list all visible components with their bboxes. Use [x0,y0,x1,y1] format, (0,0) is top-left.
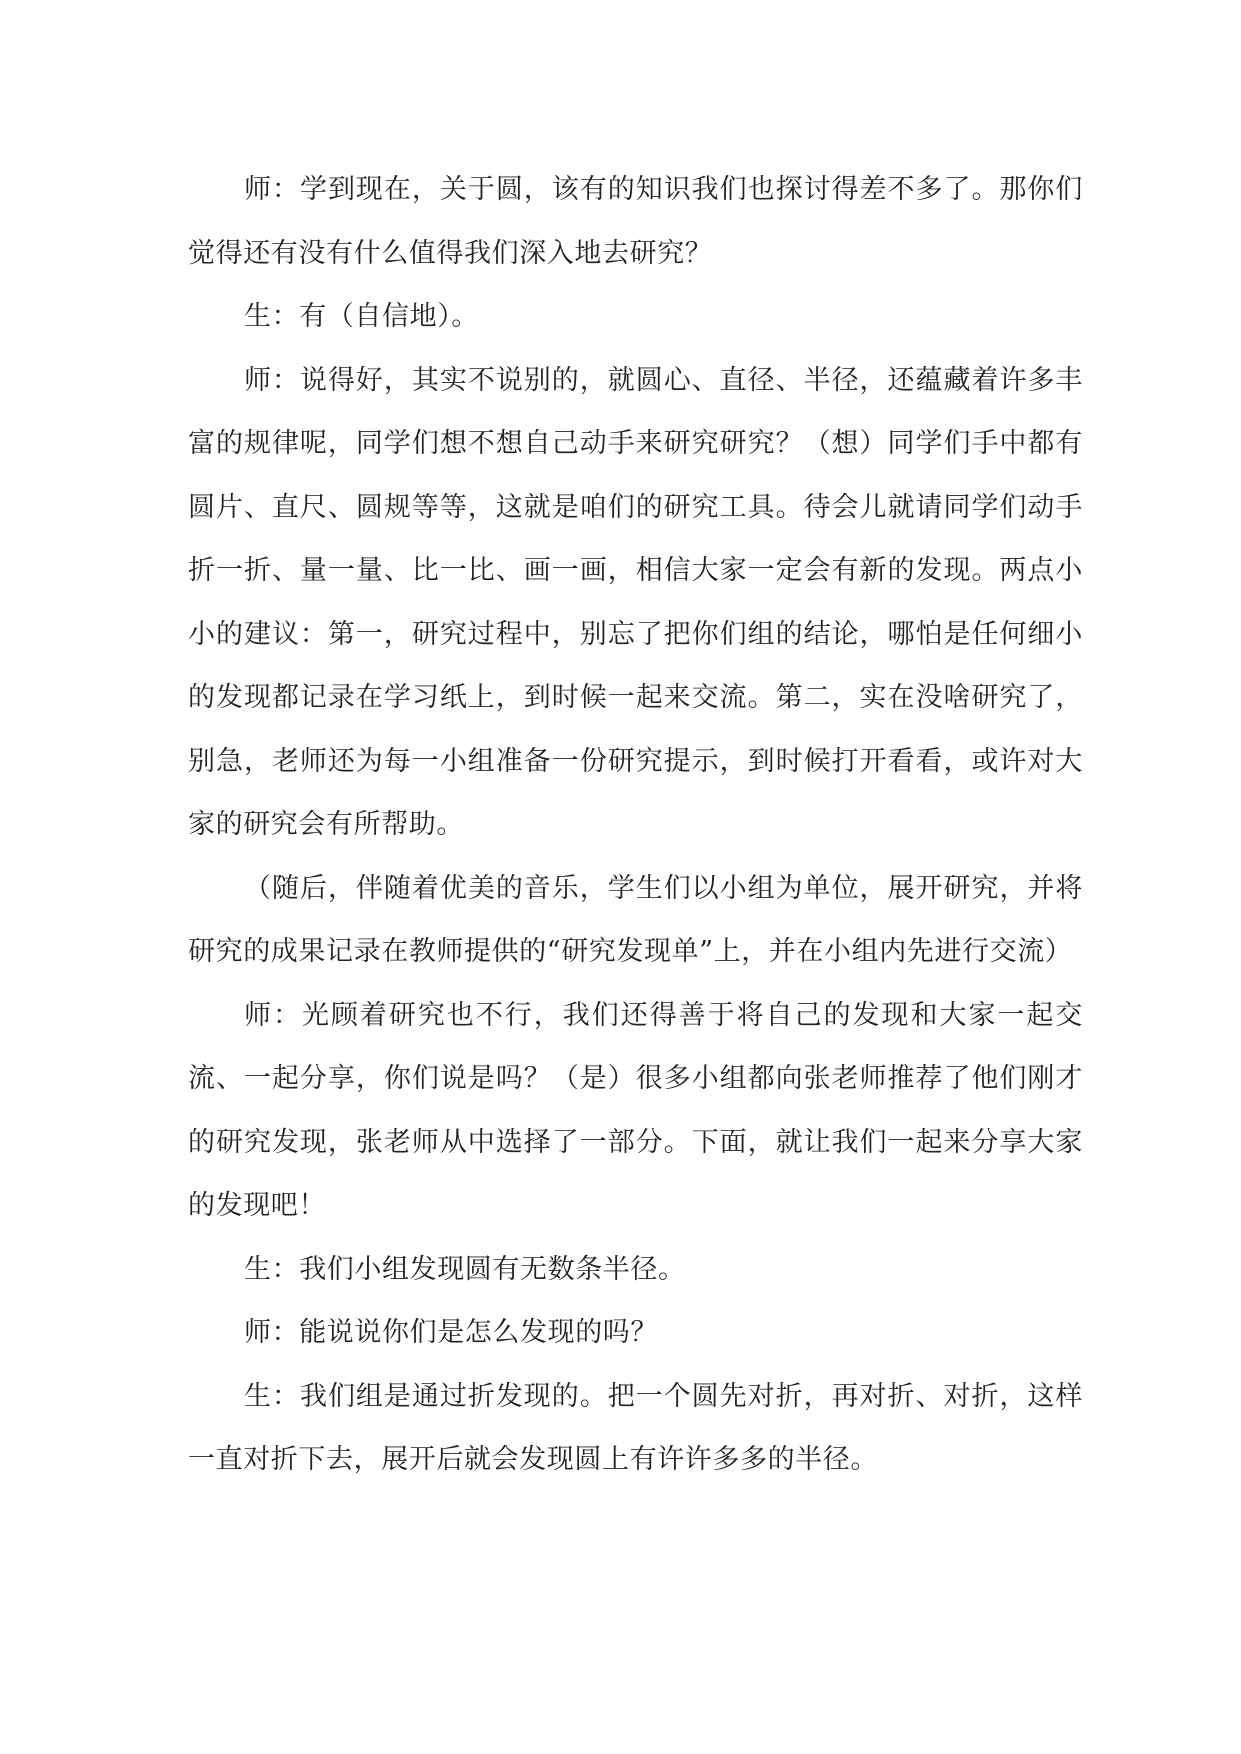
paragraph-activity-note: （随后，伴随着优美的音乐，学生们以小组为单位，展开研究，并将研究的成果记录在教师提供的“研究发现单”上，并在小组内先进行交流） [188,872,1083,967]
paragraph-student-answer: 生：有（自信地）。 [244,301,479,332]
document-body [188,158,1083,1492]
paragraph-teacher-sharing: 师：光顾着研究也不行，我们还得善于将自己的发现和大家一起交流、一起分享，你们说是吗？（是）很多小组都向张老师推荐了他们刚才的研究发现，张老师从中选择了一部分。下面，就让我们一起来分享大家的发现吧！ [188,999,1083,1221]
paragraph-student-explanation: 生：我们组是通过折发现的。把一个圆先对折，再对折、对折，这样一直对折下去，展开后就会发现圆上有许许多多的半径。 [188,1380,1083,1475]
paragraph-teacher-intro: 师：学到现在，关于圆，该有的知识我们也探讨得差不多了。那你们觉得还有没有什么值得我们深入地去研究？ [188,174,1083,269]
paragraph-teacher-question: 师：能说说你们是怎么发现的吗？ [244,1317,658,1348]
paragraph-teacher-instructions: 师：说得好，其实不说别的，就圆心、直径、半径，还蕴藏着许多丰富的规律呢，同学们想不想自己动手来研究研究？（想）同学们手中都有圆片、直尺、圆规等等，这就是咱们的研究工具。待会儿就请同学们动手折一折、量一量、比一比、画一画，相信大家一定会有新的发现。两点小小的建议：第一，研究过程中，别忘了把你们组的结论，哪怕是任何细小的发现都记录在学习纸上，到时候一起来交流。第二，实在没啥研究了，别急，老师还为每一小组准备一份研究提示，到时候打开看看，或许对大家的研究会有所帮助。 [188,364,1083,840]
paragraph-student-finding: 生：我们小组发现圆有无数条半径。 [244,1253,686,1285]
